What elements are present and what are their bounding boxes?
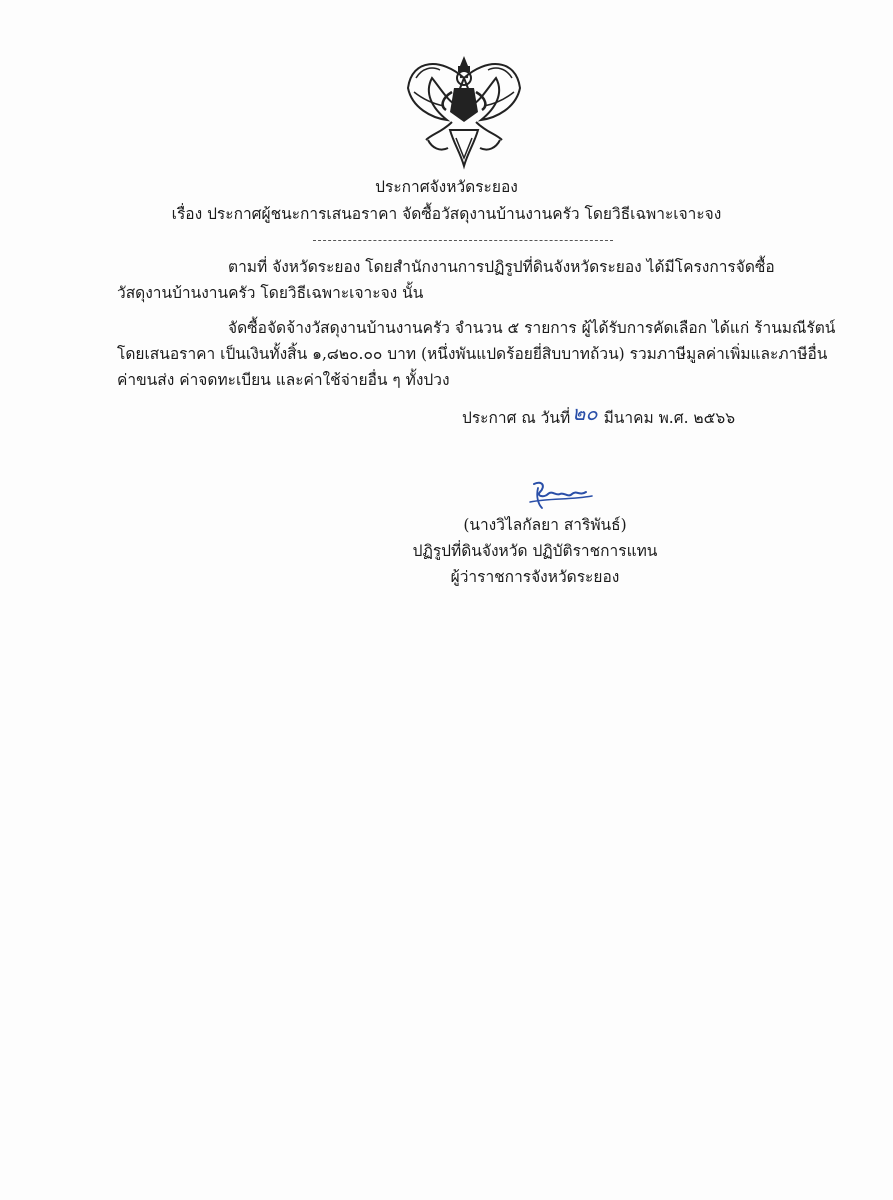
document-subject: เรื่อง ประกาศผู้ชนะการเสนอราคา จัดซื้อวัสดุงานบ้านงานครัว โดยวิธีเฉพาะเจาะจง	[171, 205, 722, 223]
garuda-emblem	[402, 48, 526, 172]
paragraph-1-line-2: วัสดุงานบ้านงานครัว โดยวิธีเฉพาะเจาะจง นั้น	[117, 284, 424, 302]
paragraph-2-line-3: ค่าขนส่ง ค่าจดทะเบียน และค่าใช้จ่ายอื่น ๆ ทั้งปวง	[117, 371, 450, 389]
paragraph-2-line-2: โดยเสนอราคา เป็นเงินทั้งสิ้น ๑,๘๒๐.๐๐ บาท (หนึ่งพันแปดร้อยยี่สิบบาทถ้วน) รวมภาษีมูลค่าเพิ่มและภาษีอื่น	[117, 345, 828, 363]
paragraph-2-line-1: จัดซื้อจัดจ้างวัสดุงานบ้านงานครัว จำนวน ๕ รายการ ผู้ได้รับการคัดเลือก ได้แก่ ร้านมณีรัตน์	[228, 319, 836, 337]
signature	[520, 478, 600, 514]
signatory-position-1: ปฏิรูปที่ดินจังหวัด ปฏิบัติราชการแทน	[412, 542, 658, 560]
signatory-position-2: ผู้ว่าราชการจังหวัดระยอง	[450, 568, 620, 586]
date-day-handwritten: ๒๐	[572, 401, 598, 425]
divider-line	[313, 240, 613, 241]
signatory-name: (นางวิไลกัลยา สาริพันธ์)	[463, 516, 627, 534]
document-title: ประกาศจังหวัดระยอง	[375, 178, 518, 196]
date-suffix: มีนาคม พ.ศ. ๒๕๖๖	[603, 409, 736, 427]
date-prefix: ประกาศ ณ วันที่	[462, 409, 571, 427]
announcement-date	[462, 401, 736, 428]
paragraph-1-line-1: ตามที่ จังหวัดระยอง โดยสำนักงานการปฏิรูปที่ดินจังหวัดระยอง ได้มีโครงการจัดซื้อ	[228, 258, 775, 276]
